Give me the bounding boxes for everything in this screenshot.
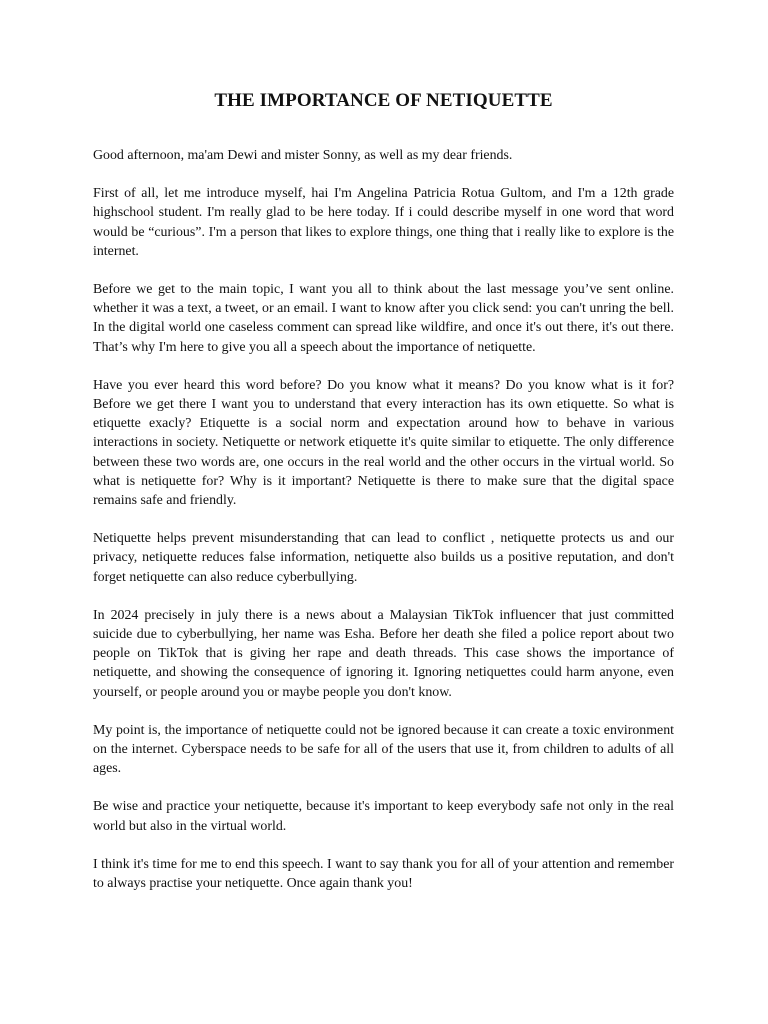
paragraph-advice: Be wise and practice your netiquette, because it's important to keep everybody safe not only in the real world but also in the virtual world. xyxy=(93,799,674,834)
paragraph-benefits: Netiquette helps prevent misunderstanding that can lead to conflict , netiquette protects us and our privacy, netiquette reduces false information, netiquette also builds us a positive reputation, and don't forget netiquette can also reduce cyberbullying. xyxy=(93,531,674,585)
document-title: THE IMPORTANCE OF NETIQUETTE xyxy=(214,90,553,111)
paragraph-definition: Have you ever heard this word before? Do you know what it means? Do you know what is it for? Before we get there I want you to understand that every interaction has its own etiquette. So what is etiquette exacly? Etiquette is a social norm and expectation around how to behave in various interactions in society. Netiquette or network etiquette it's quite similar to etiquette. The only difference between these two words are, one occurs in the real world and the other occurs in the virtual world. So what is netiquette for? Why is it important? Netiquette is there to make sure that the digital space remains safe and friendly. xyxy=(93,377,674,509)
paragraph-closing: I think it's time for me to end this speech. I want to say thank you for all of your attention and remember to always practise your netiquette. Once again thank you! xyxy=(93,856,674,892)
paragraph-point: My point is, the importance of netiquette could not be ignored because it can create a toxic environment on the internet. Cyberspace needs to be safe for all of the users that use it, from children to adults of all ages. xyxy=(93,722,674,777)
paragraph-introduction: First of all, let me introduce myself, hai I'm Angelina Patricia Rotua Gultom, and I'm a 12th grade highschool student. I'm really glad to be here today. If i could describe myself in one word that word would be “curious”. I'm a person that likes to explore things, one thing that i really like to explore is the internet. xyxy=(93,186,674,259)
paragraph-greeting: Good afternoon, ma'am Dewi and mister Sonny, as well as my dear friends. xyxy=(93,148,513,163)
paragraph-example: In 2024 precisely in july there is a news about a Malaysian TikTok influencer that just committed suicide due to cyberbullying, her name was Esha. Before her death she filed a police report about two people on TikTok that is giving her rape and death threads. This case shows the importance of netiquette, and showing the consequence of ignoring it. Ignoring netiquettes could harm anyone, even yourself, or people around you or maybe people you don't know. xyxy=(93,607,674,700)
paragraph-hook: Before we get to the main topic, I want you all to think about the last message you’ve sent online. whether it was a text, a tweet, or an email. I want to know after you click send: you can't unring the bell. In the digital world one caseless comment can spread like wildfire, and once it's out there, it's out there. That’s why I'm here to give you all a speech about the importance of netiquette. xyxy=(93,282,674,355)
